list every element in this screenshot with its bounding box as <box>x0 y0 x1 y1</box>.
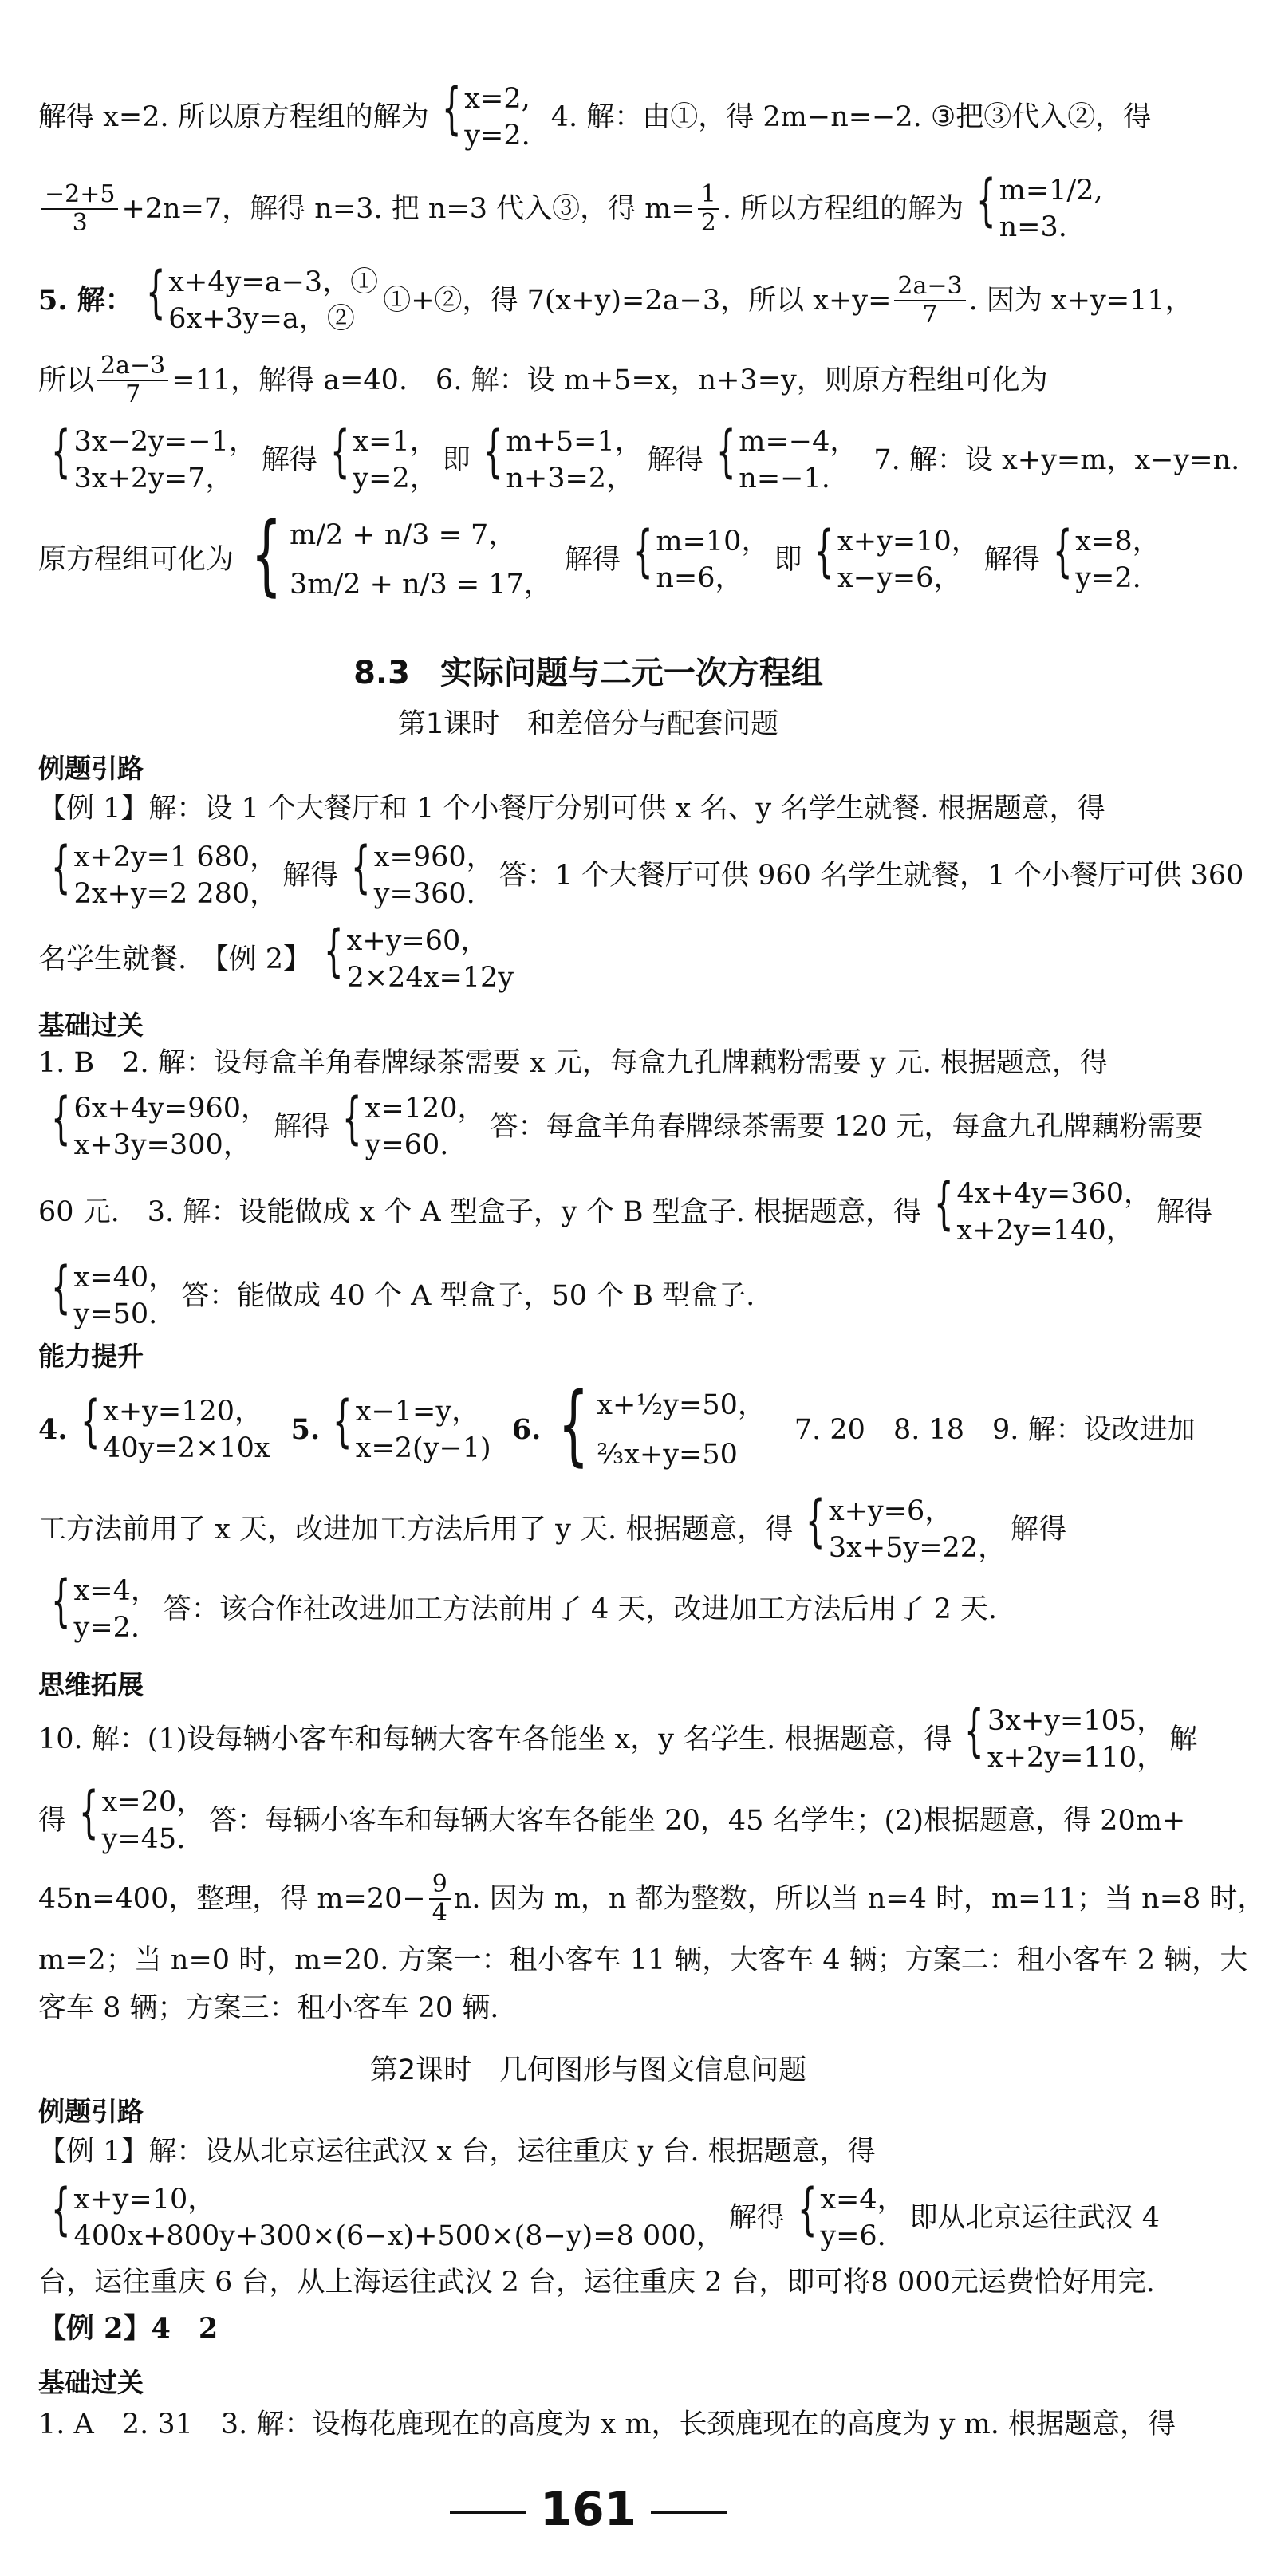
thinking-line <box>38 1697 1198 1781</box>
heading-example-intro-2: 例题引路 <box>38 2096 144 2127</box>
text-segment: n. 因为 m，n 都为整数，所以当 n=4 时，m=11；当 n=8 时， <box>453 1882 1265 1915</box>
numerator: 2a−3 <box>97 353 168 381</box>
text-segment: 即 <box>442 444 471 476</box>
denominator: 2 <box>700 209 716 237</box>
equation-system: { m=−4， n=−1. <box>708 423 858 497</box>
equation-row: x=20， <box>101 1786 205 1818</box>
ability-line <box>38 1487 1153 1571</box>
text-segment: 1. B 2. 解：设每盒羊角春牌绿茶需要 x 元，每盒九孔牌藕粉需要 y 元. 根据题意，得 <box>38 1046 1109 1079</box>
ability-block <box>38 1372 1196 1647</box>
heading-ability: 能力提升 <box>38 1341 144 1372</box>
equation-row: x+2y=1 680， <box>73 841 278 873</box>
thinking-line <box>38 1861 1265 1936</box>
equation-system: { x+y=10， x−y=6， <box>806 523 979 597</box>
equation-row: x+½y=50， <box>597 1388 766 1421</box>
thinking-line <box>38 1779 1186 1861</box>
text-segment: 客车 8 辆；方案三：租小客车 20 辆. <box>38 1992 499 2024</box>
text-segment: 解得 <box>1157 1196 1213 1228</box>
equation-row: 2×24x=12y <box>346 962 514 994</box>
equation-row: x+y=6， <box>828 1495 953 1527</box>
equation-row: n=−1. <box>739 463 830 494</box>
heading-example-intro: 例题引路 <box>38 753 144 784</box>
basic-block-2 <box>38 2401 1176 2448</box>
text-segment: 解 <box>1169 1723 1198 1755</box>
thinking-line <box>38 1984 1153 2032</box>
text-segment: 名学生就餐. 【例 2】 <box>38 943 312 975</box>
equation-row: x+2y=140， <box>956 1215 1134 1247</box>
example-line <box>38 2128 1153 2176</box>
equation-row: m=−4， <box>739 426 858 458</box>
denominator: 7 <box>922 301 938 329</box>
numerator: 9 <box>429 1871 451 1900</box>
equation-row: 6x+3y=a，② <box>168 303 355 335</box>
text-segment: 答：该合作社改进加工方法前用了 4 天，改进加工方法后用了 2 天. <box>163 1593 998 1625</box>
equation-system: { 3x+y=105， x+2y=110， <box>956 1703 1165 1776</box>
thinking-line <box>38 1936 1248 1984</box>
equation-system: { x+y=60， 2×24x=12y <box>316 923 514 996</box>
text-segment: 答：每辆小客车和每辆大客车各能坐 20，45 名学生；(2)根据题意，得 20m+ <box>209 1805 1186 1837</box>
text-segment: 7. 解：设 x+y=m，x−y=n. <box>873 444 1240 476</box>
text-segment: =11，解得 a=40. 6. 解：设 m+5=x，n+3=y，则原方程组可化为 <box>171 364 1048 396</box>
equation-row: 3x+5y=22， <box>828 1531 1007 1564</box>
equation-system: { x+y=6， 3x+5y=22， <box>798 1493 1006 1566</box>
equation-row: x=960， <box>373 841 495 873</box>
equation-system: { x+y=120， 40y=2×10x <box>73 1393 270 1467</box>
lesson-title-2: 第2课时 几何图形与图文信息问题 <box>369 2054 807 2086</box>
equation-row: 3x+2y=7， <box>73 463 234 494</box>
equation-row: 2x+y=2 280， <box>73 878 278 910</box>
equation-system: { x=40， y=50. <box>43 1259 176 1333</box>
text-segment: 答：每盒羊角春牌绿茶需要 120 元，每盒九孔牌藕粉需要 <box>490 1110 1204 1143</box>
thinking-block <box>38 1697 1265 2032</box>
text-segment: m=2；当 n=0 时，m=20. 方案一：租小客车 11 辆，大客车 4 辆；方案二：租小客车 2 辆，大 <box>38 1944 1248 1976</box>
equation-row: y=2， <box>353 463 438 494</box>
text-segment: 解得 <box>564 544 621 576</box>
line-2 <box>38 161 1153 257</box>
equation-row: x+2y=110， <box>987 1741 1165 1774</box>
equation-system: { x=20， y=45. <box>71 1784 204 1857</box>
equation-row: 3x−2y=−1， <box>73 426 257 458</box>
basic-line <box>38 1168 1213 1256</box>
equation-system: { 3x−2y=−1， 3x+2y=7， <box>43 423 257 497</box>
text-segment: 解得 <box>1011 1513 1067 1546</box>
text-segment: 工方法前用了 x 天，改进加工方法后用了 y 天. 根据题意，得 <box>38 1513 794 1546</box>
example-block-2 <box>38 2128 1161 2352</box>
example-1-line <box>38 832 1244 920</box>
equation-system: { x=1， y=2， <box>322 423 438 497</box>
text-segment: ①+②，得 7(x+y)=2a−3，所以 x+y= <box>383 285 892 317</box>
equation-system: { x−1=y， x=2(y−1) <box>325 1393 491 1467</box>
equation-system: { m+5=1， n+3=2， <box>475 423 643 497</box>
text-segment: 解得 <box>728 2201 785 2234</box>
equation-row: x=4， <box>820 2183 905 2216</box>
numerator: 2a−3 <box>894 273 965 301</box>
equation-row: x+y=60， <box>346 925 489 957</box>
equation-row: x+4y=a−3，① <box>168 266 379 298</box>
fraction <box>41 181 118 237</box>
example-line <box>38 2306 1153 2352</box>
text-segment: +2n=7，解得 n=3. 把 n=3 代入③，得 m= <box>121 193 695 225</box>
equation-row: x=8， <box>1075 526 1161 557</box>
equation-row: y=2. <box>73 1611 140 1644</box>
denominator: 3 <box>72 209 88 237</box>
equation-row: 6x+4y=960， <box>73 1092 270 1125</box>
equation-row: n+3=2， <box>506 463 635 494</box>
basic-line <box>38 1085 1204 1168</box>
page-number <box>0 2482 1176 2536</box>
answer-block-top <box>38 73 1240 616</box>
section-title-text: 实际问题与二元一次方程组 <box>439 655 823 691</box>
equation-row: x+y=120， <box>103 1395 263 1428</box>
text-segment: 5. 解： <box>38 284 133 317</box>
example-2-line <box>38 920 1153 999</box>
line-1 <box>38 73 1153 161</box>
fraction <box>894 273 965 329</box>
equation-row: n=6， <box>656 562 743 594</box>
text-segment: 7. 20 8. 18 9. 解：设改进加 <box>794 1413 1196 1446</box>
example-1-line <box>38 786 1153 832</box>
basic-block-1 <box>38 1041 1213 1336</box>
equation-row: m=1/2, <box>999 175 1103 207</box>
text-segment: . 因为 x+y=11， <box>968 285 1193 317</box>
equation-row: x+y=10， <box>837 526 979 557</box>
text-segment: 解得 <box>261 444 317 476</box>
basic-line <box>38 2401 1176 2448</box>
equation-row: x+3y=300， <box>73 1128 251 1161</box>
equation-row: y=360. <box>373 878 475 910</box>
equation-system: { x+y=10， 400x+800y+300×(6−x)+500×(8−y)=8 000， <box>43 2181 724 2255</box>
equation-system: { m=10， n=6， <box>625 523 770 597</box>
ability-line <box>38 1567 1153 1647</box>
text-segment: 得 <box>38 1805 67 1837</box>
equation-row: 3x+y=105， <box>987 1704 1165 1737</box>
line-4 <box>38 345 1153 416</box>
text-segment: 所以 <box>38 364 95 396</box>
denominator: 7 <box>125 380 141 408</box>
text-segment: 即 <box>774 544 802 576</box>
text-segment: 原方程组可化为 <box>38 544 234 576</box>
text-segment: 5. <box>290 1412 321 1446</box>
text-segment: 解得 x=2. 所以原方程组的解为 <box>38 101 429 133</box>
equation-row: ⅔x+y=50 <box>597 1438 738 1471</box>
equation-system: { m/2 + n/3 = 7， 3m/2 + n/3 = 17， <box>238 510 552 609</box>
section-number: 8.3 <box>353 655 410 691</box>
equation-row: y=60. <box>365 1128 449 1161</box>
text-segment: 45n=400，整理，得 m=20− <box>38 1882 426 1915</box>
text-segment: 解得 <box>647 444 703 476</box>
line-3 <box>38 257 1193 345</box>
text-segment: 解得 <box>983 544 1040 576</box>
equation-row: 40y=2×10x <box>103 1432 270 1464</box>
equation-row: 3m/2 + n/3 = 17， <box>290 569 552 601</box>
denominator: 4 <box>432 1898 447 1927</box>
page-number-text: 161 <box>539 2482 637 2536</box>
heading-basic-2: 基础过关 <box>38 2367 144 2398</box>
numerator: 1 <box>698 181 719 210</box>
equation-row: y=2. <box>1075 562 1141 594</box>
equation-row: y=6. <box>820 2220 886 2252</box>
equation-system: { x=4， y=2. <box>43 1573 159 1646</box>
text-segment: 【例 1】解：设从北京运往武汉 x 台，运往重庆 y 台. 根据题意，得 <box>38 2136 876 2168</box>
equation-row: m/2 + n/3 = 7， <box>290 519 517 551</box>
equation-row: y=45. <box>101 1823 186 1855</box>
line-5 <box>38 416 1240 504</box>
equation-system: { x=4， y=6. <box>790 2181 905 2255</box>
equation-row: 400x+800y+300×(6−x)+500×(8−y)=8 000， <box>73 2220 724 2252</box>
equation-row: x=1， <box>353 426 438 458</box>
equation-system: { 6x+4y=960， x+3y=300， <box>43 1090 269 1164</box>
equation-row: x=4， <box>73 1574 159 1607</box>
basic-line <box>38 1041 1153 1085</box>
fraction <box>698 181 719 237</box>
ability-line <box>38 1372 1196 1487</box>
equation-row: y=2. <box>464 120 530 152</box>
equation-system: { x+½y=50， ⅔x+y=50 <box>546 1381 766 1479</box>
heading-basic: 基础过关 <box>38 1010 144 1041</box>
text-segment: 1. A 2. 31 3. 解：设梅花鹿现在的高度为 x m，长颈鹿现在的高度为 y m. 根据题意，得 <box>38 2409 1176 2440</box>
equation-system: { m=1/2, n=3. <box>968 172 1103 246</box>
text-segment: 解得 <box>282 860 339 892</box>
equation-system: { x=8， y=2. <box>1045 523 1161 597</box>
text-segment: 即从北京运往武汉 4 <box>909 2201 1161 2234</box>
section-title <box>0 648 1176 693</box>
equation-row: x−1=y， <box>355 1395 480 1428</box>
equation-row: n=3. <box>999 211 1067 243</box>
text-segment: 10. 解：(1)设每辆小客车和每辆大客车各能坐 x，y 名学生. 根据题意，得 <box>38 1723 952 1755</box>
equation-row: x=120， <box>365 1092 486 1125</box>
fraction <box>429 1871 451 1927</box>
equation-system: { 4x+4y=360， x+2y=140， <box>926 1176 1152 1249</box>
basic-line <box>38 1256 1153 1336</box>
text-segment: 解得 <box>274 1110 330 1143</box>
equation-row: m+5=1， <box>506 426 643 458</box>
text-segment: 答：能做成 40 个 A 型盒子，50 个 B 型盒子. <box>181 1280 755 1312</box>
text-segment: 4. 解：由①，得 2m−n=−2. ③把③代入②，得 <box>550 101 1152 133</box>
text-segment: 台，运往重庆 6 台，从上海运往武汉 2 台，运往重庆 2 台，即可将8 000元运费恰好用完. <box>38 2267 1155 2298</box>
heading-thinking: 思维拓展 <box>38 1669 144 1700</box>
equation-row: x=2(y−1) <box>355 1432 491 1464</box>
equation-row: x−y=6， <box>837 562 962 594</box>
equation-row: x=2, <box>464 83 530 115</box>
lesson-title-1: 第1课时 和差倍分与配套问题 <box>397 708 779 740</box>
equation-row: y=50. <box>73 1298 158 1330</box>
equation-row: x=40， <box>73 1262 177 1294</box>
equation-system: { x=120， y=60. <box>334 1090 485 1164</box>
fraction <box>97 353 168 408</box>
equation-row: 4x+4y=360， <box>956 1178 1153 1210</box>
text-segment: 6. <box>511 1412 542 1446</box>
text-segment: 【例 2】4 2 <box>38 2312 219 2345</box>
equation-row: m=10， <box>656 526 770 557</box>
equation-system: { x=2, y=2. <box>434 81 530 154</box>
example-line <box>38 2259 1153 2306</box>
example-line <box>38 2176 1161 2259</box>
numerator: −2+5 <box>41 181 118 210</box>
equation-row: x+y=10， <box>73 2183 216 2216</box>
equation-system: { x+4y=a−3，① 6x+3y=a，② <box>138 264 378 337</box>
line-6 <box>38 503 1161 616</box>
text-segment: . 所以方程组的解为 <box>722 193 964 225</box>
text-segment: 60 元. 3. 解：设能做成 x 个 A 型盒子，y 个 B 型盒子. 根据题意，得 <box>38 1196 921 1228</box>
example-block-1 <box>38 786 1244 999</box>
text-segment: 4. <box>38 1412 68 1446</box>
text-segment: 答：1 个大餐厅可供 960 名学生就餐，1 个小餐厅可供 360 <box>499 860 1244 892</box>
equation-system: { x+2y=1 680， 2x+y=2 280， <box>43 839 278 912</box>
text-segment: 【例 1】解：设 1 个大餐厅和 1 个小餐厅分别可供 x 名、y 名学生就餐. 根据题意，得 <box>38 793 1105 825</box>
equation-system: { x=960， y=360. <box>343 839 494 912</box>
